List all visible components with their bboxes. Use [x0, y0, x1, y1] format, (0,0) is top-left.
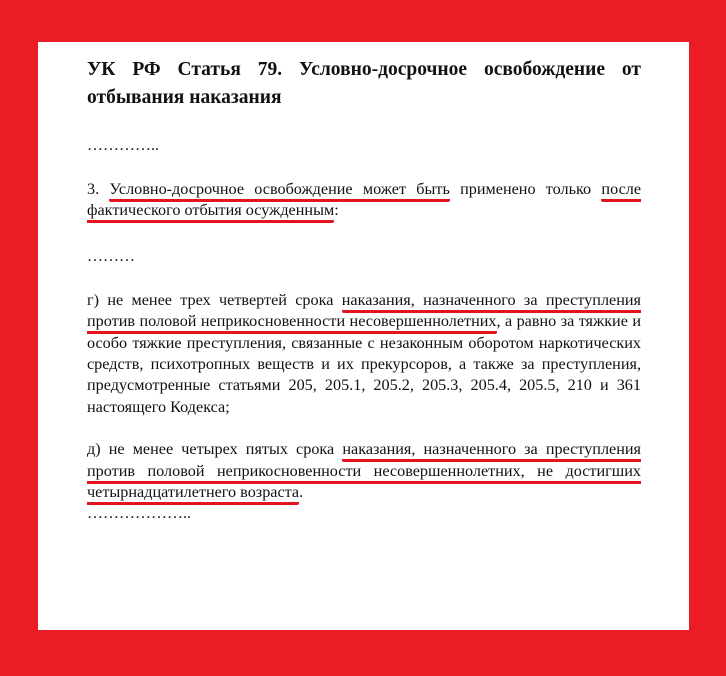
spacer [87, 222, 641, 246]
paragraph-d-lead: д) не менее четырех пятых срока [87, 440, 343, 459]
paragraph-g-lead: г) не менее трех четвертей срока [87, 290, 342, 309]
document-page [38, 42, 689, 630]
highlight-after-serving: после фактического отбытия осужденным [87, 180, 641, 223]
spacer [87, 156, 641, 179]
paragraph-d-end: . [299, 483, 304, 502]
highlight-under-14-offence: наказания, назначенного за преступления против половой неприкосновенности несовершеннолетних, не достигших четырнадцатилетнего возраста [87, 440, 641, 505]
ellipsis-separator: ……… [87, 247, 135, 265]
article-content [87, 56, 641, 524]
ellipsis-separator: ………….. [87, 137, 159, 154]
spacer [87, 112, 641, 135]
paragraph-3-number: 3. [87, 180, 110, 198]
highlight-udo: Условно-досрочное освобождение может быть [109, 180, 449, 202]
paragraph-d [87, 439, 641, 503]
ellipsis-separator: ……………….. [87, 505, 191, 523]
article-title: УК РФ Статья 79. Условно-досрочное освобождение от отбывания наказания [87, 59, 641, 108]
spacer [87, 267, 641, 290]
spacer [87, 418, 641, 439]
paragraph-g [87, 290, 641, 418]
highlight-minors-offence: наказания, назначенного за преступления против половой неприкосновенности несовершеннолетних [87, 291, 641, 334]
paragraph-3-colon: : [334, 201, 339, 220]
paragraph-g-rest: , а равно за тяжкие и особо тяжкие преступления, связанные с незаконным оборотом наркотических средств, психотропных веществ и их прекурсоров, а также за преступления, предусмотренные статьями 205, 205.1, 205.2, 205.3, 205.4, 205.5, 210 и 361 настоящего Кодекса; [87, 312, 641, 416]
paragraph-3-text: применено только [449, 180, 602, 198]
paragraph-3 [87, 179, 641, 222]
